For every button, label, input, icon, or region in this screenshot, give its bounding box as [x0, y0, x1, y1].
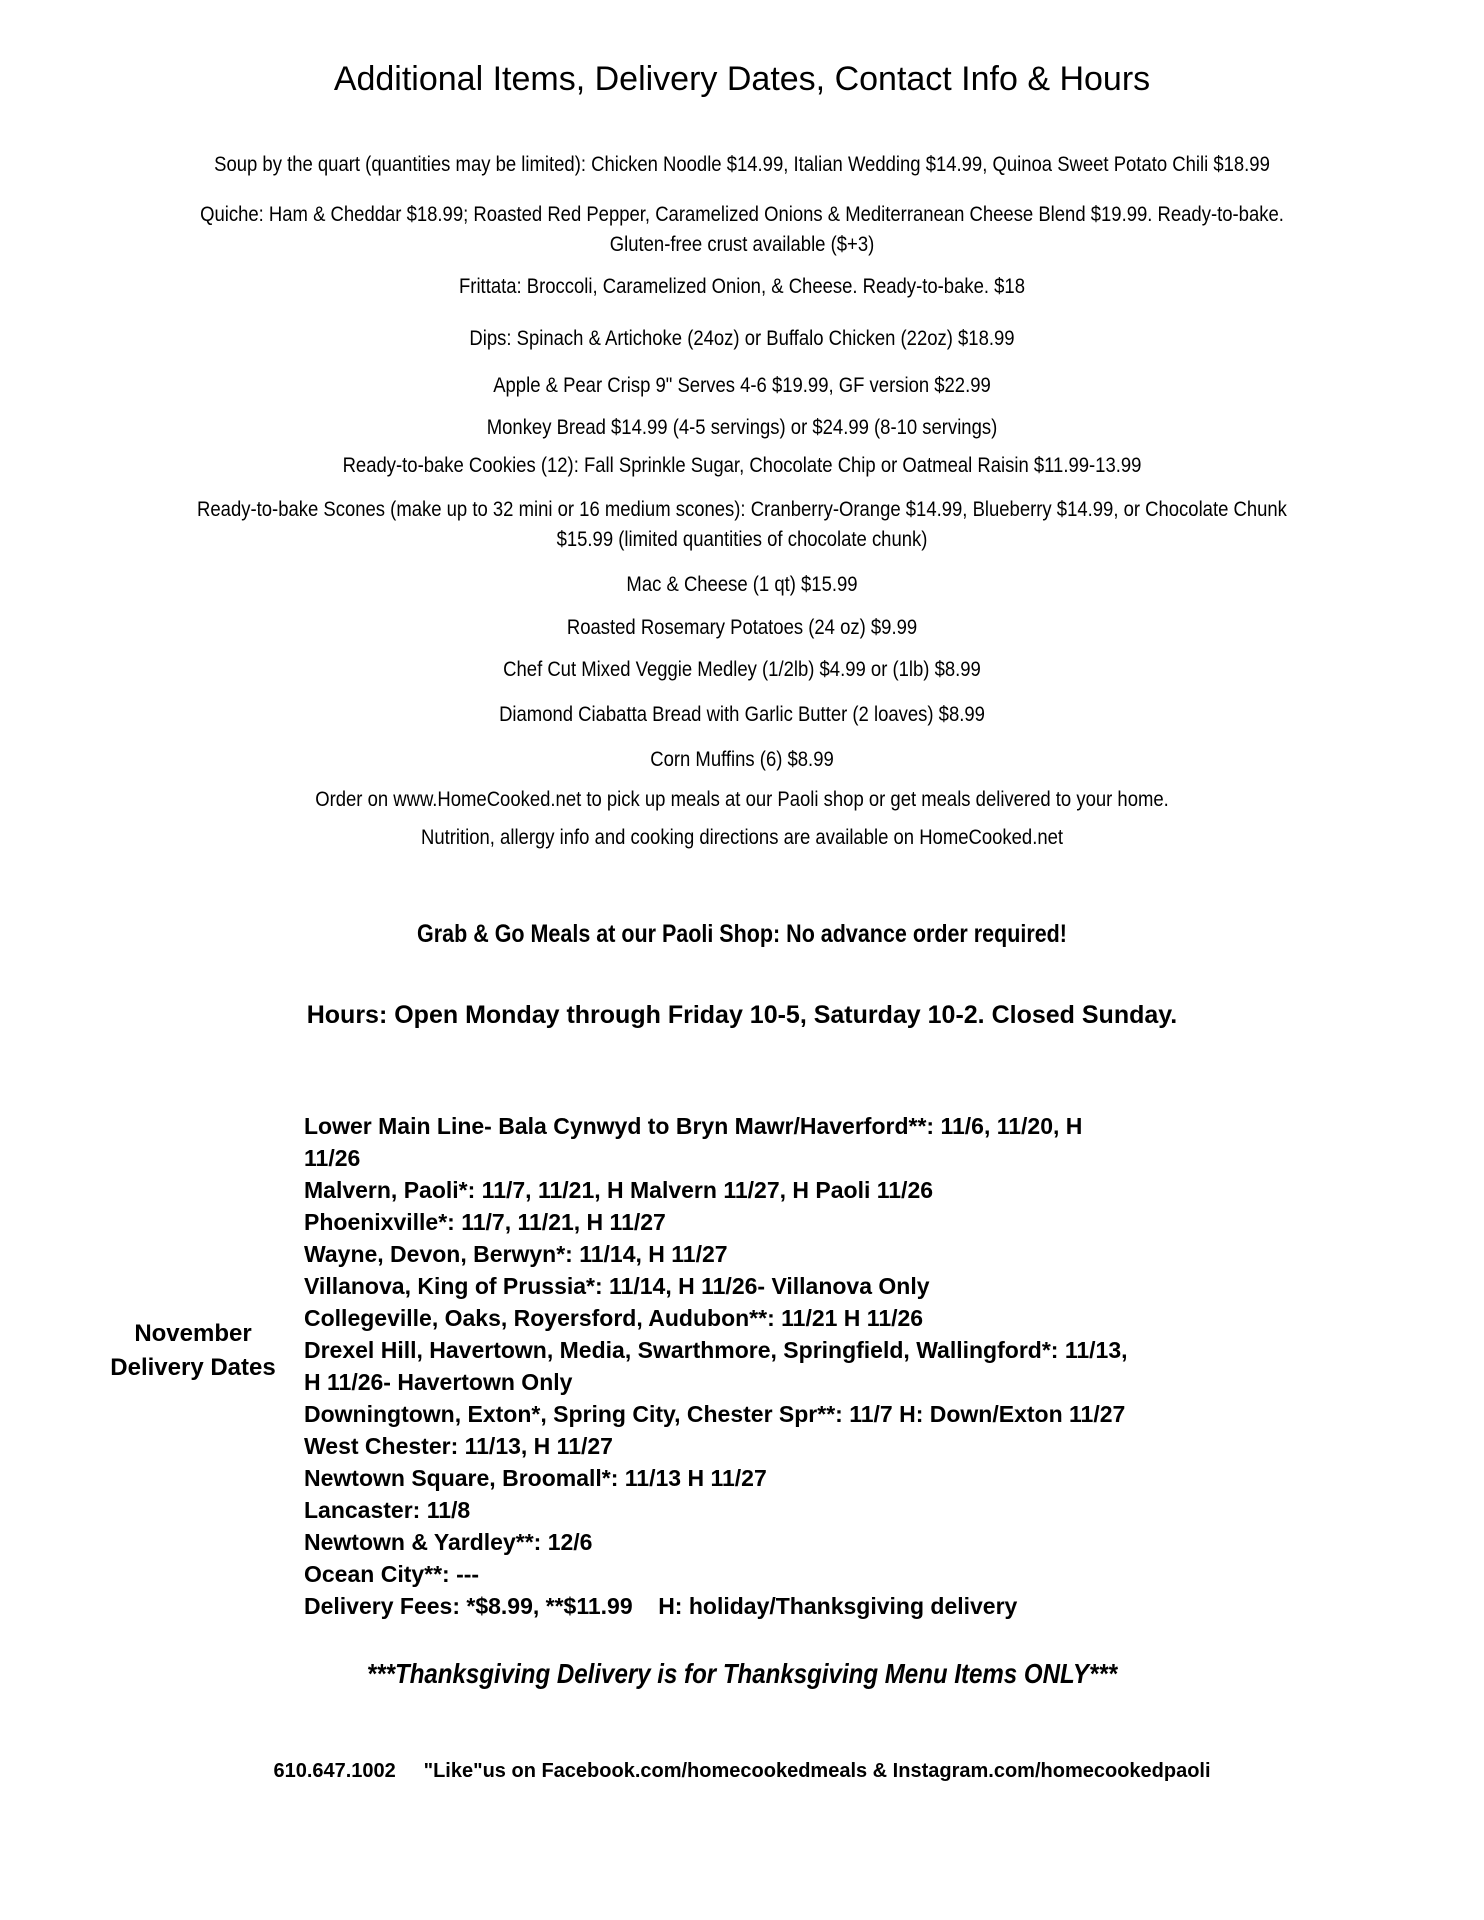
page-title: Additional Items, Delivery Dates, Contact Info & Hours [333, 60, 1151, 98]
item-potatoes: Roasted Rosemary Potatoes (24 oz) $9.99 [566, 616, 918, 639]
nutrition-info: Nutrition, allergy info and cooking directions are available on HomeCooked.net [420, 826, 1064, 849]
delivery-line: Downingtown, Exton*, Spring City, Chester Spr**: 11/7 H: Down/Exton 11/27 [304, 1401, 1126, 1427]
order-info: Order on www.HomeCooked.net to pick up meals at our Paoli shop or get meals delivered to your home. [315, 788, 1169, 811]
delivery-line: Lower Main Line- Bala Cynwyd to Bryn Mawr/Haverford**: 11/6, 11/20, H [304, 1113, 1083, 1139]
item-quiche: Quiche: Ham & Cheddar $18.99; Roasted Red Pepper, Caramelized Onions & Mediterranean Cheese Blend $19.99. Ready-to-bake. Gluten-free crust available ($+3) [200, 203, 1284, 256]
item-scones: Ready-to-bake Scones (make up to 32 mini or 16 medium scones): Cranberry-Orange $14.99, Blueberry $14.99, or Chocolate Chunk $15.99 (limited quantities of chocolate chunk) [197, 498, 1287, 551]
item-dips: Dips: Spinach & Artichoke (24oz) or Buffalo Chicken (22oz) $18.99 [469, 327, 1015, 350]
delivery-fees-line: Delivery Fees: *$8.99, **$11.99 H: holiday/Thanksgiving delivery [304, 1593, 1018, 1619]
item-ciabatta: Diamond Ciabatta Bread with Garlic Butter (2 loaves) $8.99 [499, 703, 985, 726]
hours-heading: Hours: Open Monday through Friday 10-5, Saturday 10-2. Closed Sunday. [306, 1001, 1178, 1029]
phone-number: 610.647.1002 [273, 1760, 396, 1782]
delivery-line: Collegeville, Oaks, Royersford, Audubon**: 11/21 H 11/26 [304, 1305, 924, 1331]
grab-and-go-heading: Grab & Go Meals at our Paoli Shop: No advance order required! [417, 920, 1067, 948]
item-monkey-bread: Monkey Bread $14.99 (4-5 servings) or $24.99 (8-10 servings) [486, 416, 998, 439]
delivery-line: West Chester: 11/13, H 11/27 [304, 1433, 613, 1459]
item-mac-cheese: Mac & Cheese (1 qt) $15.99 [626, 573, 858, 596]
delivery-line: Ocean City**: --- [304, 1561, 480, 1587]
delivery-line: 11/26 [304, 1145, 361, 1171]
contact-footer [0, 1760, 1484, 1783]
delivery-line: Phoenixville*: 11/7, 11/21, H 11/27 [304, 1209, 666, 1235]
additional-items-list [90, 150, 1394, 853]
item-corn-muffins: Corn Muffins (6) $8.99 [650, 748, 834, 771]
delivery-dates-list [304, 1110, 1234, 1622]
item-frittata: Frittata: Broccoli, Caramelized Onion, & Cheese. Ready-to-bake. $18 [459, 275, 1025, 298]
item-veggie-medley: Chef Cut Mixed Veggie Medley (1/2lb) $4.99 or (1lb) $8.99 [503, 658, 981, 681]
delivery-line: Lancaster: 11/8 [304, 1497, 471, 1523]
delivery-line: Newtown Square, Broomall*: 11/13 H 11/27 [304, 1465, 767, 1491]
item-crisp: Apple & Pear Crisp 9" Serves 4-6 $19.99, GF version $22.99 [493, 374, 991, 397]
delivery-line: Wayne, Devon, Berwyn*: 11/14, H 11/27 [304, 1241, 728, 1267]
delivery-line: Villanova, King of Prussia*: 11/14, H 11/26- Villanova Only [304, 1273, 930, 1299]
delivery-line: Drexel Hill, Havertown, Media, Swarthmore, Springfield, Wallingford*: 11/13, [304, 1337, 1128, 1363]
delivery-label-text: Delivery Dates [110, 1354, 276, 1381]
thanksgiving-notice: ***Thanksgiving Delivery is for Thanksgiving Menu Items ONLY*** [366, 1658, 1118, 1689]
delivery-line: Newtown & Yardley**: 12/6 [304, 1529, 593, 1555]
delivery-line: Malvern, Paoli*: 11/7, 11/21, H Malvern 11/27, H Paoli 11/26 [304, 1177, 934, 1203]
delivery-label-month: November [134, 1320, 252, 1347]
delivery-line: H 11/26- Havertown Only [304, 1369, 573, 1395]
delivery-dates-label [98, 1317, 288, 1385]
social-links: "Like"us on Facebook.com/homecookedmeals & Instagram.com/homecookedpaoli [423, 1760, 1211, 1782]
item-soup: Soup by the quart (quantities may be limited): Chicken Noodle $14.99, Italian Wedding $14.99, Quinoa Sweet Potato Chili $18.99 [214, 153, 1270, 176]
item-cookies: Ready-to-bake Cookies (12): Fall Sprinkle Sugar, Chocolate Chip or Oatmeal Raisin $11.99-13.99 [342, 454, 1142, 477]
